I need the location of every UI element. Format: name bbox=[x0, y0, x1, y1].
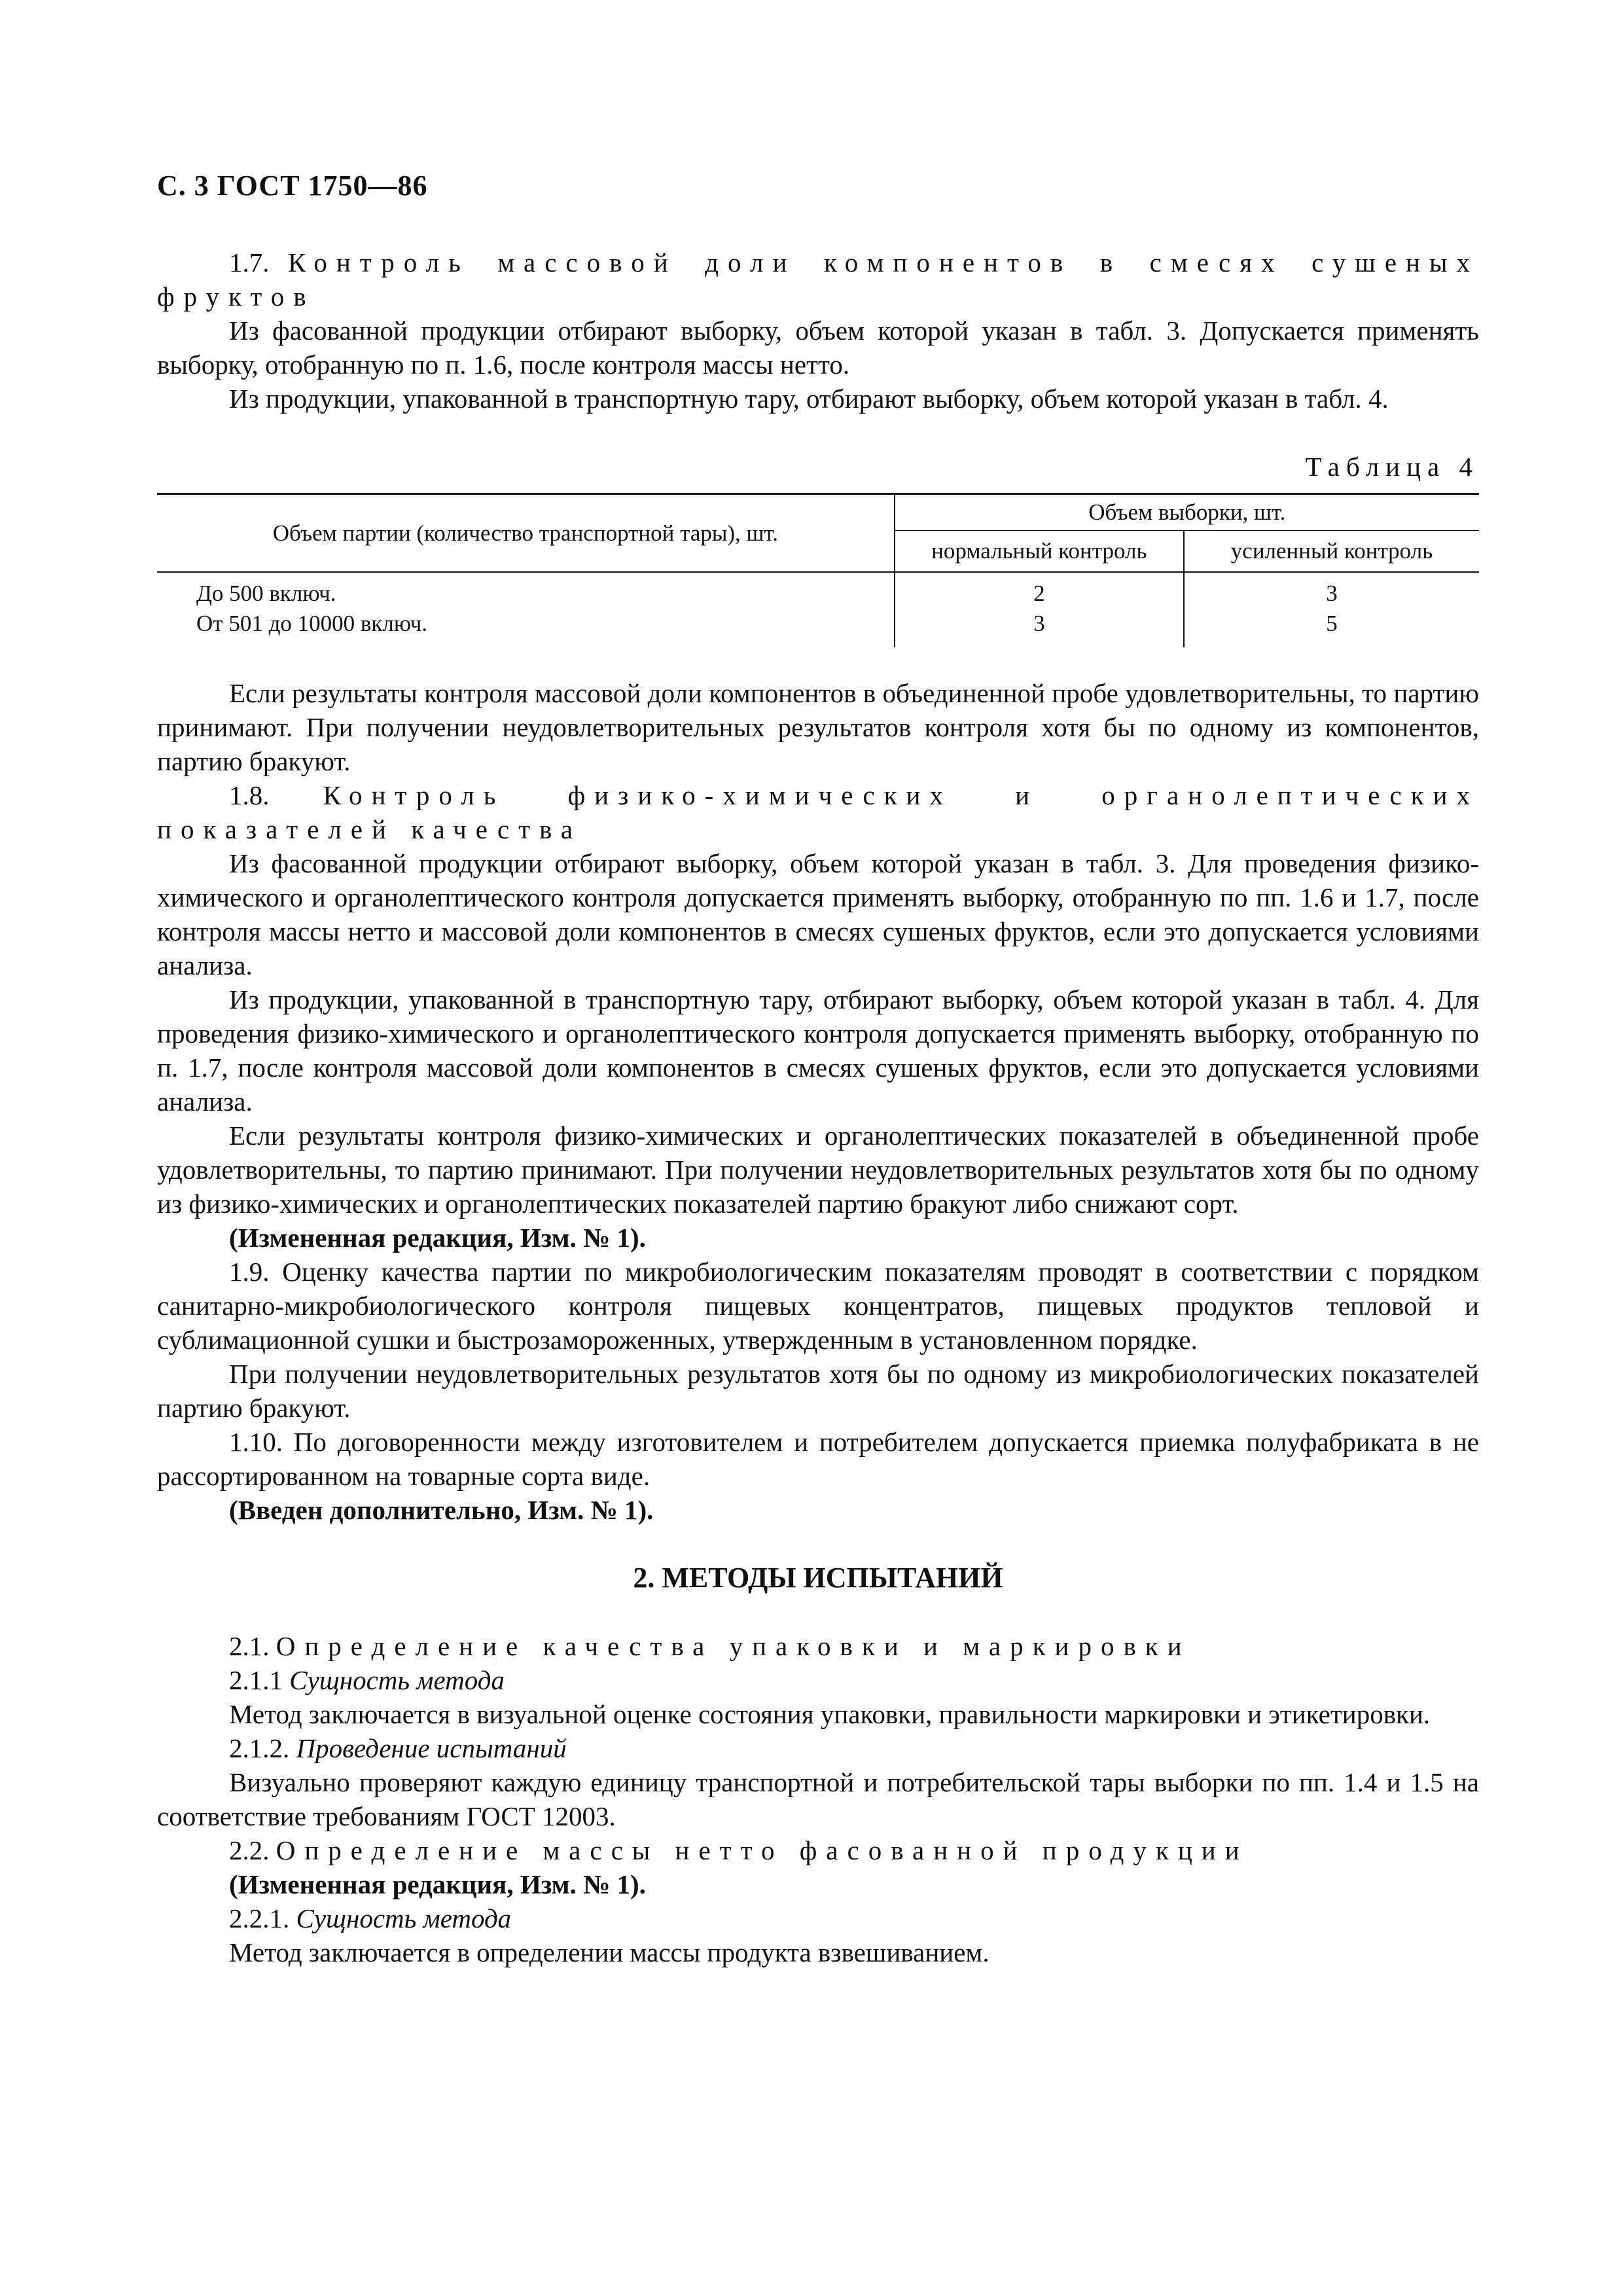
paragraph: Визуально проверяют каждую единицу транспортной и потребительской тары выборки по пп. 1.4 и 1.5 на соответствие требованиям ГОСТ 12003. bbox=[157, 1767, 1479, 1831]
cell-normal: 2 bbox=[895, 572, 1184, 609]
subclause-heading bbox=[157, 1663, 1479, 1697]
page-header: С. 3 ГОСТ 1750—86 bbox=[157, 170, 428, 202]
section-2-1-heading bbox=[157, 1629, 1479, 1663]
amendment-note: (Введен дополнительно, Изм. № 1). bbox=[229, 1495, 654, 1525]
paragraph: Из фасованной продукции отбирают выборку, объем которой указан в табл. 3. Для проведения физико-химического и органолептического контроля допускается применять выборку, отобранную по пп. 1.6 и 1.7, после контроля массы нетто и массовой доли компонентов в смесях сушеных фруктов, если это допускается условиями анализа. bbox=[157, 848, 1479, 980]
section-title: 2. МЕТОДЫ ИСПЫТАНИЙ bbox=[633, 1562, 1003, 1594]
cell-normal: 3 bbox=[895, 609, 1184, 647]
subclause-title: Сущность метода bbox=[296, 1903, 512, 1933]
clause-number: 2.2. bbox=[229, 1835, 270, 1865]
clause-number: 2.1.2. bbox=[229, 1733, 290, 1763]
clause-heading: Определение качества упаковки и маркировки bbox=[276, 1631, 1191, 1661]
table-caption: Таблица 4 bbox=[1305, 452, 1479, 482]
section-1-8-heading bbox=[157, 778, 1479, 846]
paragraph: 1.9. Оценку качества партии по микробиологическим показателям проводят в соответствии с порядком санитарно-микробиологического контроля пищевых концентратов, пищевых продуктов тепловой и сублимационной сушки и быстрозамороженных, утвержденным в установленном порядке. bbox=[157, 1257, 1479, 1355]
paragraph: Если результаты контроля массовой доли компонентов в объединенной пробе удовлетворительны, то партию принимают. При получении неудовлетворительных результатов контроля хотя бы по одному из компонентов, партию бракуют. bbox=[157, 678, 1479, 776]
cell-tight: 5 bbox=[1184, 609, 1479, 647]
column-header-lot: Объем партии (количество транспортной тары), шт. bbox=[157, 494, 895, 573]
table-row bbox=[157, 572, 1479, 609]
subclause-title: Сущность метода bbox=[289, 1665, 505, 1695]
clause-number: 1.8. bbox=[229, 780, 270, 810]
clause-heading: Контроль физико-химических и органолептических показателей качества bbox=[157, 780, 1480, 844]
column-header-normal: нормальный контроль bbox=[895, 531, 1184, 573]
table-row bbox=[157, 609, 1479, 647]
paragraph: 1.10. По договоренности между изготовителем и потребителем допускается приемка полуфабриката в не рассортированном на товарные сорта виде. bbox=[157, 1427, 1479, 1491]
document-body bbox=[157, 245, 1479, 1969]
paragraph: Из продукции, упакованной в транспортную тару, отбирают выборку, объем которой указан в табл. 4. Для проведения физико-химического и органолептического контроля допускается применять выборку, отобранную по п. 1.7, после контроля массовой доли компонентов в смесях сушеных фруктов, если это допускается условиями анализа. bbox=[157, 984, 1479, 1117]
table-header-row bbox=[157, 494, 1479, 531]
subclause-heading bbox=[157, 1731, 1479, 1765]
clause-number: 2.2.1. bbox=[229, 1903, 290, 1933]
clause-number: 2.1.1 bbox=[229, 1665, 283, 1695]
paragraph: При получении неудовлетворительных результатов хотя бы по одному из микробиологических показателей партию бракуют. bbox=[157, 1359, 1479, 1423]
section-1-7-heading bbox=[157, 245, 1479, 314]
amendment-note: (Измененная редакция, Изм. № 1). bbox=[229, 1869, 646, 1899]
column-header-sample: Объем выборки, шт. bbox=[895, 494, 1479, 531]
subclause-heading bbox=[157, 1901, 1479, 1935]
clause-heading: Определение массы нетто фасованной продукции bbox=[276, 1835, 1249, 1865]
clause-number: 2.1. bbox=[229, 1631, 270, 1661]
table-4 bbox=[157, 493, 1479, 647]
paragraph: Метод заключается в определении массы продукта взвешиванием. bbox=[229, 1937, 990, 1967]
column-header-tight: усиленный контроль bbox=[1184, 531, 1479, 573]
subclause-title: Проведение испытаний bbox=[296, 1733, 567, 1763]
paragraph: Метод заключается в визуальной оценке состояния упаковки, правильности маркировки и этикетировки. bbox=[229, 1699, 1431, 1729]
clause-number: 1.7. bbox=[229, 247, 270, 278]
paragraph: Из продукции, упакованной в транспортную тару, отбирают выборку, объем которой указан в табл. 4. bbox=[229, 384, 1389, 414]
paragraph: Если результаты контроля физико-химических и органолептических показателей в объединенной пробе удовлетворительны, то партию принимают. При получении неудовлетворительных результатов хотя бы по одному из физико-химических и органолептических показателей партию бракуют либо снижают сорт. bbox=[157, 1121, 1479, 1219]
cell-lot: До 500 включ. bbox=[196, 581, 336, 606]
section-2-2-heading bbox=[157, 1833, 1479, 1867]
cell-lot: От 501 до 10000 включ. bbox=[196, 611, 428, 636]
amendment-note: (Измененная редакция, Изм. № 1). bbox=[229, 1223, 646, 1253]
paragraph: Из фасованной продукции отбирают выборку, объем которой указан в табл. 3. Допускается применять выборку, отобранную по п. 1.6, после контроля массы нетто. bbox=[157, 315, 1479, 380]
cell-tight: 3 bbox=[1184, 572, 1479, 609]
clause-heading: Контроль массовой доли компонентов в смесях сушеных фруктов bbox=[157, 247, 1480, 312]
